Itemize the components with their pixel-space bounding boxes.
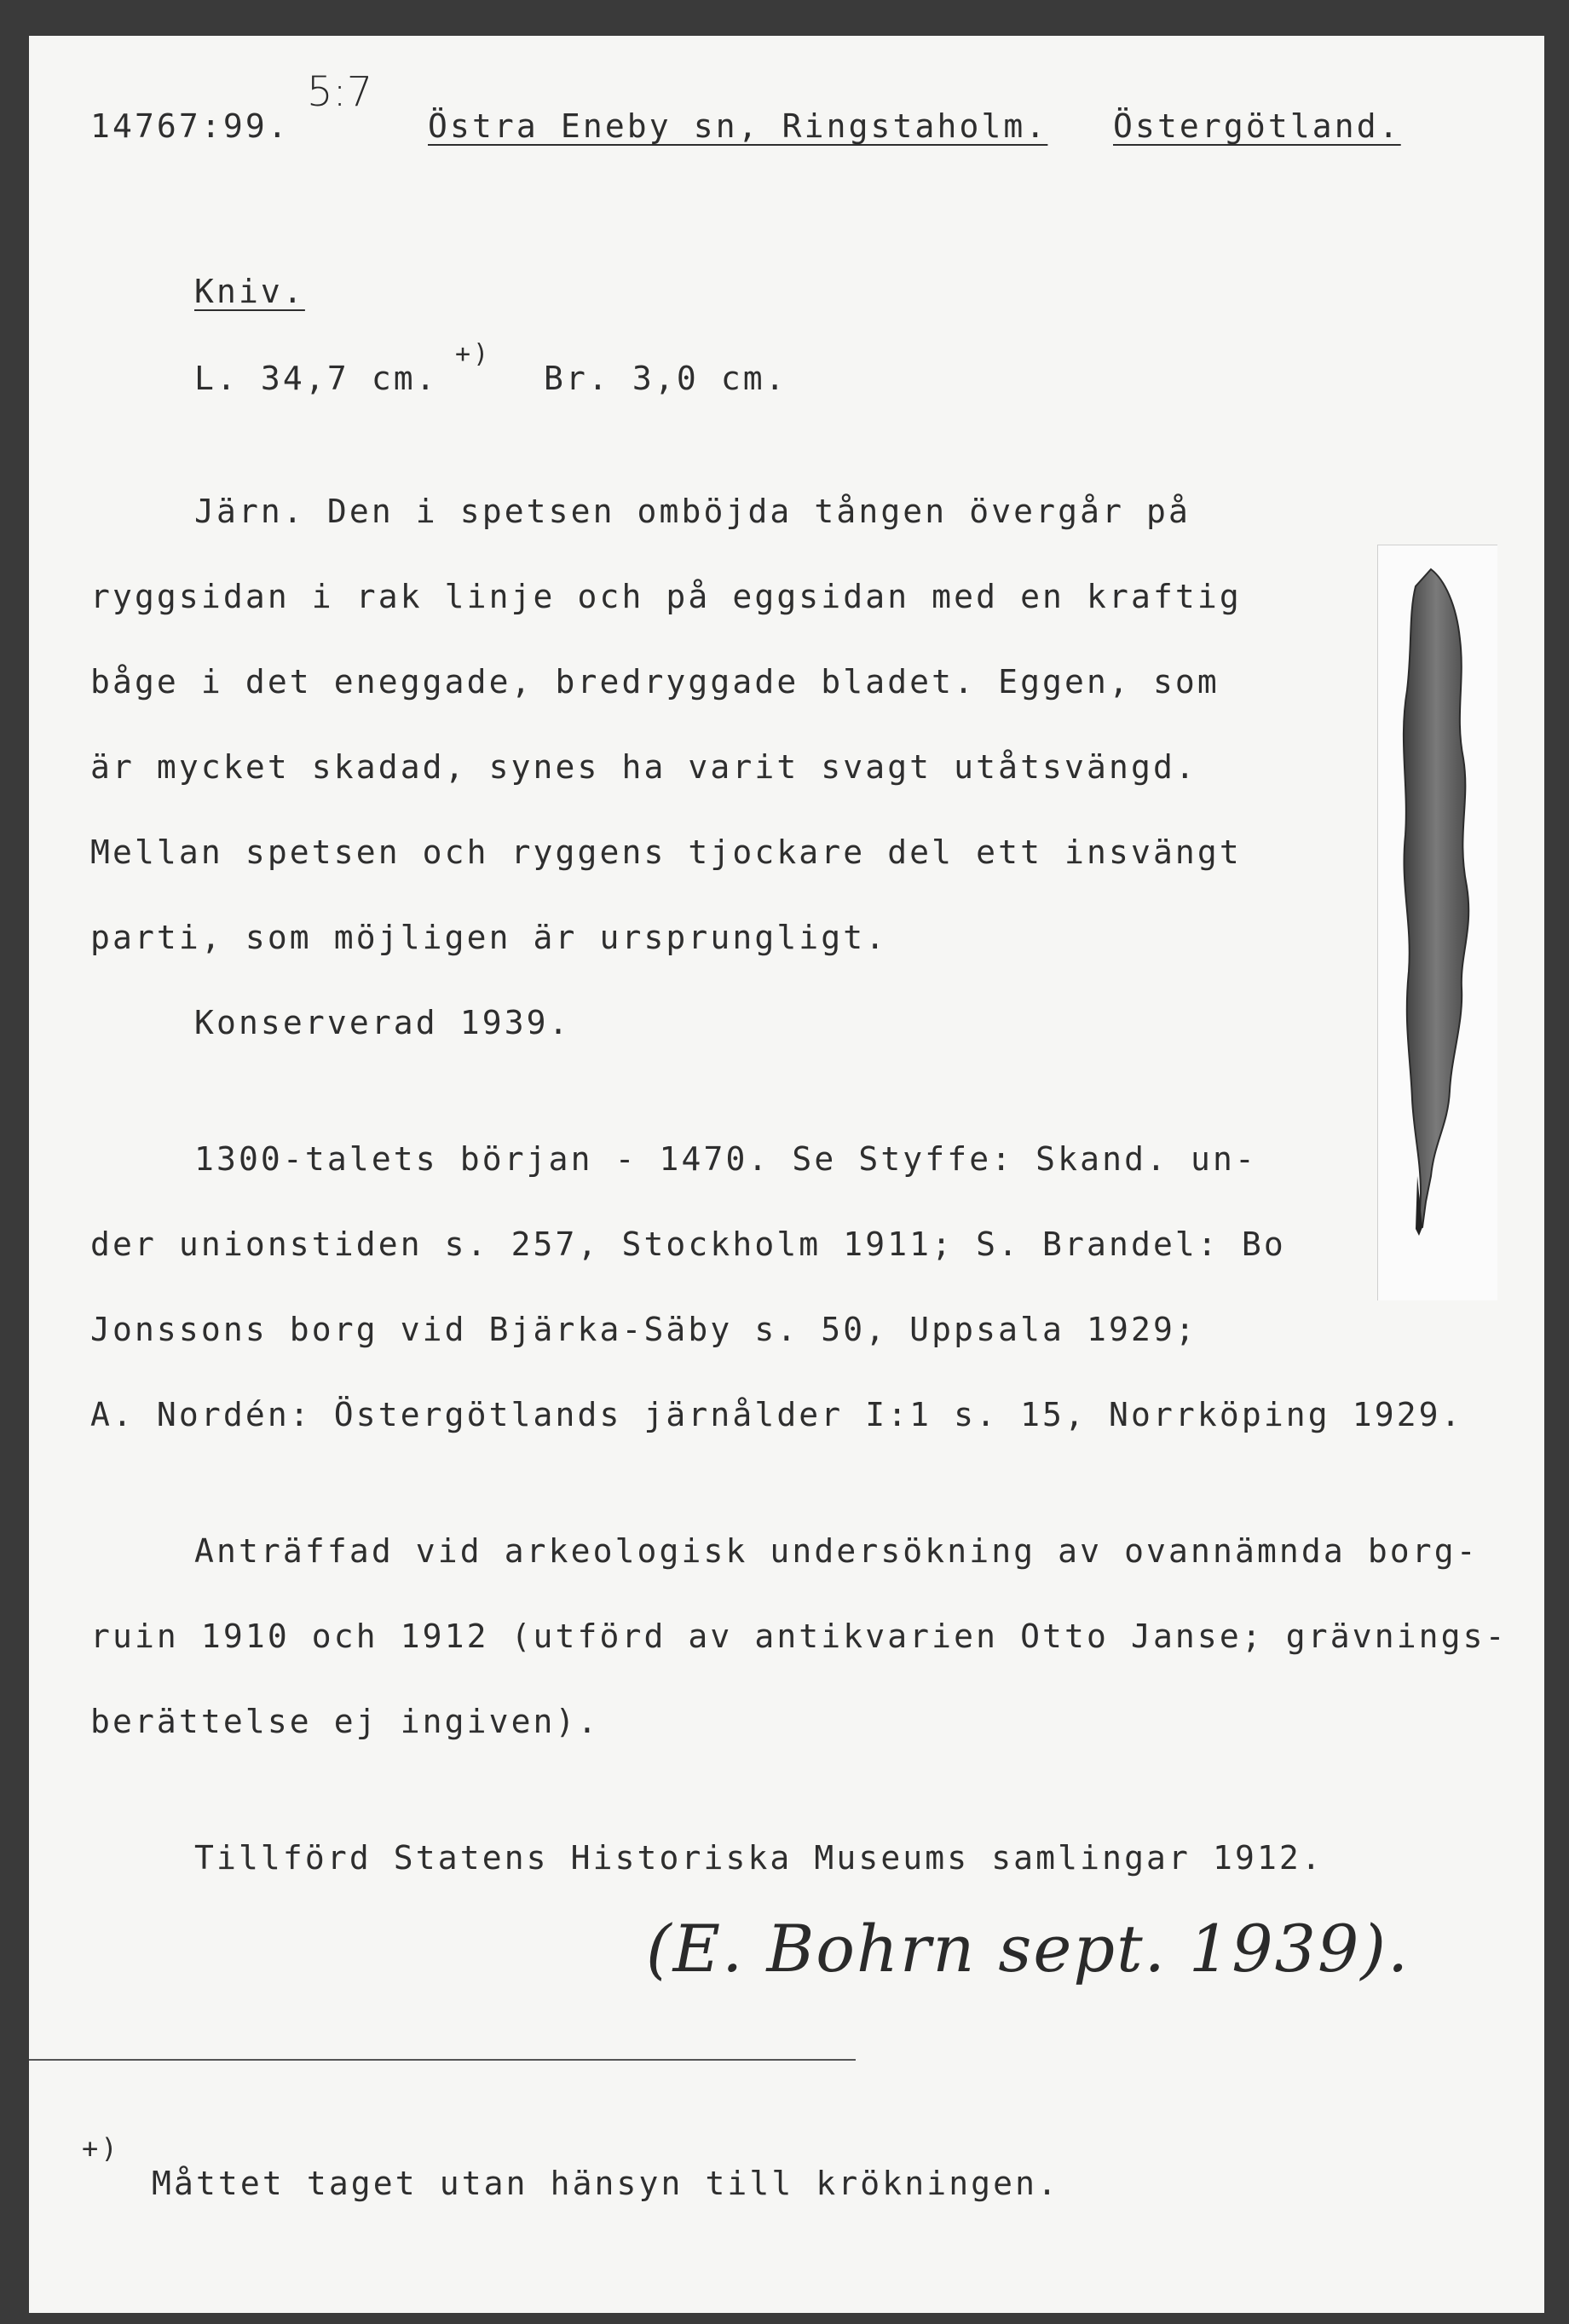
dating-line: der unionstiden s. 257, Stockholm 1911; S. Brandel: Bo xyxy=(90,1225,1286,1263)
acquisition-note: Tillförd Statens Historiska Museums samlingar 1912. xyxy=(194,1839,1324,1877)
handwritten-signature: (E. Bohrn sept. 1939). xyxy=(646,1911,1410,1987)
description-line: båge i det eneggade, bredryggade bladet. Eggen, som xyxy=(90,663,1220,701)
footnote-mark: +) xyxy=(82,2132,120,2165)
description-line: parti, som möjligen är ursprungligt. xyxy=(90,919,888,956)
find-line: ruin 1910 och 1912 (utförd av antikvarien Otto Janse; grävnings- xyxy=(90,1618,1508,1655)
conservation-note: Konserverad 1939. xyxy=(194,1004,571,1041)
footnote-text: Måttet taget utan hänsyn till krökningen. xyxy=(152,2165,1060,2202)
dimension-length: L. 34,7 cm. xyxy=(194,360,438,397)
dating-line: A. Nordén: Östergötlands järnålder I:1 s. 15, Norrköping 1929. xyxy=(90,1396,1463,1433)
province: Östergötland. xyxy=(1113,107,1401,145)
find-line: Anträffad vid arkeologisk undersökning av ovannämnda borg- xyxy=(194,1532,1479,1570)
dating-line: 1300-talets början - 1470. Se Styffe: Skand. un- xyxy=(194,1140,1257,1178)
accession-number: 14767:99. xyxy=(90,107,290,145)
dimension-width: Br. 3,0 cm. xyxy=(544,360,787,397)
find-line: berättelse ej ingiven). xyxy=(90,1703,600,1740)
knife-photograph xyxy=(1377,545,1497,1300)
footnote-separator xyxy=(29,2059,856,2061)
description-line: Järn. Den i spetsen omböjda tången övergår på xyxy=(194,493,1191,530)
description-line: ryggsidan i rak linje och på eggsidan med en kraftig xyxy=(90,578,1242,615)
description-line: är mycket skadad, synes ha varit svagt utåtsvängd. xyxy=(90,748,1197,786)
footnote-mark: +) xyxy=(455,339,492,369)
knife-image xyxy=(1378,545,1497,1300)
find-place: Östra Eneby sn, Ringstaholm. xyxy=(428,107,1048,145)
description-line: Mellan spetsen och ryggens tjockare del ett insvängt xyxy=(90,833,1242,871)
object-title: Kniv. xyxy=(194,273,305,310)
dating-line: Jonssons borg vid Bjärka-Säby s. 50, Uppsala 1929; xyxy=(90,1311,1197,1348)
handwritten-code: 5:7 xyxy=(307,68,373,116)
catalog-card xyxy=(29,36,1544,2313)
